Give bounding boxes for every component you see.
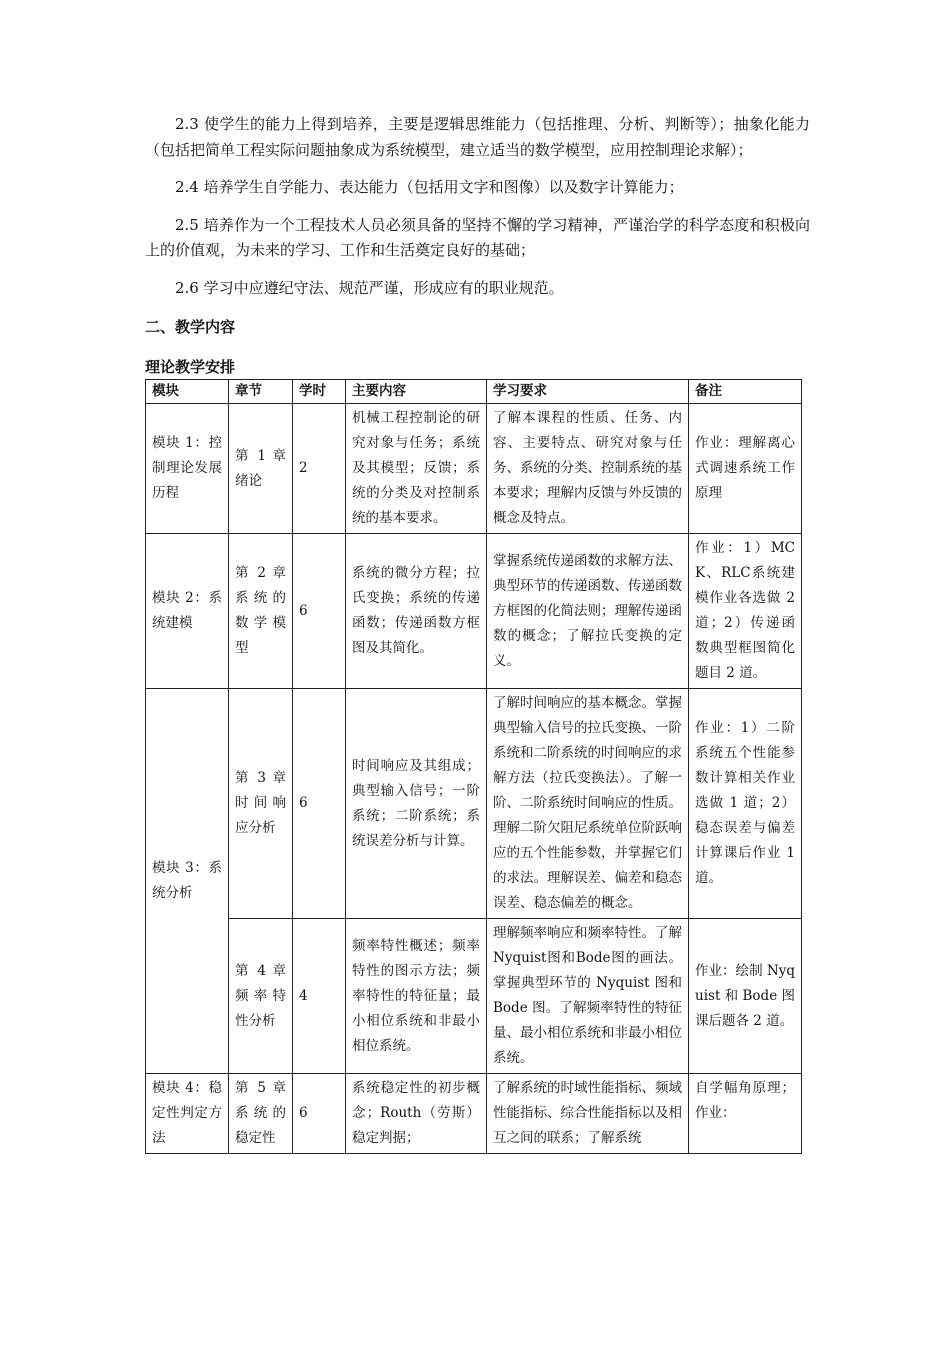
header-requirement: 学习要求 — [487, 380, 689, 404]
header-note: 备注 — [689, 380, 802, 404]
cell-requirement: 理解频率响应和频率特性。了解Nyquist图和Bode图的画法。掌握典型环节的 Nyquist 图和 Bode 图。了解频率特性的特征量、最小相位系统和非最小相位系统。 — [487, 919, 689, 1074]
table-header-row — [146, 380, 802, 404]
table-heading: 理论教学安排 — [145, 358, 236, 376]
cell-requirement: 了解系统的时域性能指标、频域性能指标、综合性能指标以及相互之间的联系；了解系统 — [487, 1074, 689, 1154]
cell-hours: 6 — [293, 534, 346, 689]
cell-hours: 2 — [293, 404, 346, 534]
table-row — [146, 689, 802, 919]
cell-content: 频率特性概述；频率特性的图示方法；频率特性的特征量；最小相位系统和非最小相位系统。 — [346, 919, 487, 1074]
cell-hours: 6 — [293, 689, 346, 919]
cell-content: 系统的微分方程；拉氏变换；系统的传递函数；传递函数方框图及其简化。 — [346, 534, 487, 689]
cell-note: 自学幅角原理；作业： — [689, 1074, 802, 1154]
paragraph-2-3: 2.3 使学生的能力上得到培养，主要是逻辑思维能力（包括推理、分析、判断等）；抽象化能力（包括把简单工程实际问题抽象成为系统模型，建立适当的数学模型，应用控制理论求解）； — [145, 115, 810, 159]
section-heading: 二、教学内容 — [145, 318, 236, 336]
header-module: 模块 — [146, 380, 229, 404]
paragraph-2-5: 2.5 培养作为一个工程技术人员必须具备的坚持不懈的学习精神，严谨治学的科学态度和积极向上的价值观，为未来的学习、工作和生活奠定良好的基础； — [145, 215, 810, 259]
cell-chapter: 第 1 章绪论 — [229, 404, 293, 534]
document-page — [145, 112, 810, 1154]
header-hours: 学时 — [293, 380, 346, 404]
paragraph-2-6: 2.6 学习中应遵纪守法、规范严谨，形成应有的职业规范。 — [175, 278, 564, 297]
cell-module: 模块 3：系统分析 — [146, 689, 229, 1074]
cell-hours: 4 — [293, 919, 346, 1074]
cell-note: 作业：理解离心式调速系统工作原理 — [689, 404, 802, 534]
cell-module: 模块 4：稳定性判定方法 — [146, 1074, 229, 1154]
cell-module: 模块 1：控制理论发展历程 — [146, 404, 229, 534]
table-row — [146, 1074, 802, 1154]
cell-chapter: 第 2 章系统的数学模型 — [229, 534, 293, 689]
paragraph-2-4: 2.4 培养学生自学能力、表达能力（包括用文字和图像）以及数字计算能力； — [175, 178, 684, 196]
table-row — [146, 404, 802, 534]
cell-requirement: 了解本课程的性质、任务、内容、主要特点、研究对象与任务、系统的分类、控制系统的基本要求；理解内反馈与外反馈的概念及特点。 — [487, 404, 689, 534]
cell-content: 时间响应及其组成；典型输入信号；一阶系统；二阶系统；系统误差分析与计算。 — [346, 689, 487, 919]
table-row — [146, 919, 802, 1074]
table-row — [146, 534, 802, 689]
cell-requirement: 掌握系统传递函数的求解方法、典型环节的传递函数、传递函数方框图的化简法则；理解传递函数的概念；了解拉氏变换的定义。 — [487, 534, 689, 689]
cell-note: 作业：1）MCK、RLC系统建模作业各选做 2 道；2）传递函数典型框图简化题目 2 道。 — [689, 534, 802, 689]
header-content: 主要内容 — [346, 380, 487, 404]
cell-note: 作业：绘制 Nyquist 和 Bode 图课后题各 2 道。 — [689, 919, 802, 1074]
cell-note: 作业：1）二阶系统五个性能参数计算相关作业选做 1 道；2）稳态误差与偏差计算课后作业 1 道。 — [689, 689, 802, 919]
cell-module: 模块 2：系统建模 — [146, 534, 229, 689]
header-chapter: 章节 — [229, 380, 293, 404]
cell-chapter: 第 5 章系统的稳定性 — [229, 1074, 293, 1154]
theory-schedule-table — [145, 379, 802, 1154]
cell-chapter: 第 4 章频率特性分析 — [229, 919, 293, 1074]
cell-content: 机械工程控制论的研究对象与任务；系统及其模型；反馈；系统的分类及对控制系统的基本要求。 — [346, 404, 487, 534]
cell-requirement: 了解时间响应的基本概念。掌握典型输入信号的拉氏变换、一阶系统和二阶系统的时间响应的求解方法（拉氏变换法）。了解一阶、二阶系统时间响应的性质。理解二阶欠阻尼系统单位阶跃响应的五个性能参数，并掌握它们的求法。理解误差、偏差和稳态误差、稳态偏差的概念。 — [487, 689, 689, 919]
cell-content: 系统稳定性的初步概念；Routh（劳斯）稳定判据； — [346, 1074, 487, 1154]
cell-hours: 6 — [293, 1074, 346, 1154]
cell-chapter: 第 3 章时间响应分析 — [229, 689, 293, 919]
